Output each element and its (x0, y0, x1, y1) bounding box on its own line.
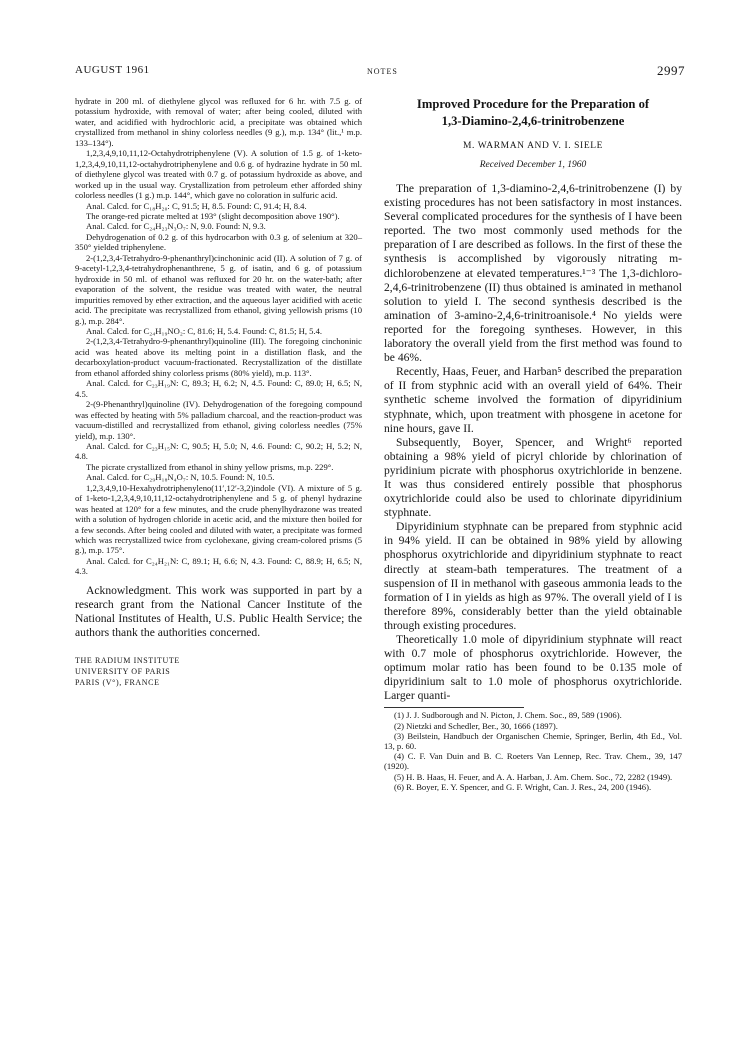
received-date: Received December 1, 1960 (479, 160, 587, 170)
continued-paragraph: hydrate in 200 ml. of diethylene glycol was refluxed for 6 hr. with 7.5 g. of potassium hydroxide, with removal of water; after being cooled, diluted with water, and acidified with hydrochloric acid, a precipitate was obtained which crystallized from methanol in shiny colorless needles (9 g.), m.p. 134° (lit.,¹ m.p. 133–134°). (75, 96, 362, 148)
running-header-section: NOTES (367, 67, 398, 76)
body-paragraph: Recently, Haas, Feuer, and Harban⁵ described the preparation of II from styphnic acid with an overall yield of 64%. Their synthetic scheme involved the formation of dipyridinium styphnate, which, upon treatment with phosgene in acetone for nine hours, gave II. (384, 365, 682, 435)
institution-line: THE RADIUM INSTITUTE (75, 655, 180, 665)
page-number: 2997 (657, 63, 685, 78)
institution-block (75, 655, 362, 688)
references-divider (384, 707, 524, 708)
article-title-line-1: Improved Procedure for the Preparation of (416, 97, 650, 111)
left-column (75, 96, 362, 688)
compound-iii-procedure: 2-(1,2,3,4-Tetrahydro-9-phenanthryl)quinoline (III). The foregoing cinchoninic acid was heated above its melting point in a distillation flask, and the decarboxylation-product vacuum-fractionated. Recrystallization of the distillate from ethanol afforded shiny colorless prisms (80% yield), m.p. 113°. (75, 336, 362, 378)
institution-line: PARIS (V°), FRANCE (75, 677, 160, 687)
reference-item: (5) H. B. Haas, H. Feuer, and A. A. Harban, J. Am. Chem. Soc., 72, 2282 (1949). (394, 771, 673, 782)
body-paragraph: Theoretically 1.0 mole of dipyridinium styphnate will react with 0.7 mole of phosphorus oxytrichloride. However, the optimum molar ratio has been found to be 0.135 mole of dipyridinium salt to 1.0 mole of phosphorus oxytrichloride. Larger quanti- (384, 633, 682, 703)
article-title-line-2: 1,3-Diamino-2,4,6-trinitrobenzene (441, 114, 625, 128)
reference-item: (3) Beilstein, Handbuch der Organischen Chemie, Springer, Berlin, 4th Ed., Vol. 13, p. 60. (384, 730, 682, 752)
reference-item: (2) Nietzki and Schedler, Ber., 30, 1666 (1897). (394, 720, 558, 731)
institution-line: UNIVERSITY OF PARIS (75, 666, 171, 676)
compound-vi-procedure: 1,2,3,4,9,10-Hexahydrotriphenyleno(11′,12′-3,2)indole (VI). A mixture of 5 g. of 1-keto-1,2,3,4,9,10,11,12-octahydrotriphenylene and 5 g. of phenyl hydrazine was heated at 120° for a few minutes, and the crude phenylhydrazone was treated with a solution of hydrogen chloride in acetic acid, and the mixture then boiled for a few seconds. After being cooled and diluted with water, a precipitate was formed which was recrystallized twice from cyclohexane, giving cream-colored prisms (5 g.), m.p. 175°. (75, 482, 362, 556)
compound-ii-procedure: 2-(1,2,3,4-Tetrahydro-9-phenanthryl)cinchoninic acid (II). A solution of 7 g. of 9-acetyl-1,2,3,4-tetrahydrophenanthrene, 5 g. of isatin, and 6 g. of potassium hydroxide in 50 ml. of ethanol was refluxed for 20 hr. on the water-bath; after evaporation of the solvent, the residue was treated with water, the neutral impurities removed by ether extraction, and the aqueous layer acidified with acetic acid. The precipitate was recrystallized from ethanol, giving yellowish prisms (10 g.), m.p. 284°. (75, 252, 362, 326)
reference-item: (4) C. F. Van Duin and B. C. Roeters Van Lennep, Rec. Trav. Chem., 39, 147 (1920). (384, 751, 682, 772)
analysis-iv: Anal. Calcd. for C₂₃H₁₅N: C, 90.5; H, 5.0; N, 4.6. Found: C, 90.2; H, 5.2; N, 4.8. (75, 440, 362, 462)
right-column (384, 96, 682, 792)
body-paragraph: Subsequently, Boyer, Spencer, and Wright⁶ reported obtaining a 98% yield of picryl chloride by chlorination of pyridinium picrate with phosphorus oxytrichloride in benzene. It was thus considered entirely possible that phosphorus oxytrichloride could also be used to chlorinate dipyridinium styphnate. (384, 435, 682, 520)
reference-item: (1) J. J. Sudborough and N. Picton, J. Chem. Soc., 89, 589 (1906). (394, 710, 622, 721)
analysis-vi: Anal. Calcd. for C₂₄H₂₁N: C, 89.1; H, 6.6; N, 4.3. Found: C, 88.9; H, 6.5; N, 4.3. (75, 555, 362, 577)
analysis-picrate-v: Anal. Calcd. for C₂₄H₂₃N₃O₇: N, 9.0. Found: N, 9.3. (86, 221, 266, 232)
references-list (384, 710, 682, 792)
body-paragraph: The preparation of 1,3-diamino-2,4,6-trinitrobenzene (I) by existing procedures has not been satisfactory in most instances. Several complicated procedures for the synthesis of I have been reported. The two most commonly used methods for the preparation of I are described as follows. In the first of these the synthesis is accomplished by vigorously nitrating m-dichlorobenzene at elevated temperatures.¹⁻³ The 1,3-dichloro-2,4,6-trinitrobenzene (II) thus obtained is aminated in methanol solution to yield I. The second synthesis described is the amination of 3-amino-2,4,6-trinitroanisole.⁴ No yields were reported for the foregoing syntheses. However, in this laboratory the overall yield from the first method was found to be 46%. (384, 182, 682, 365)
analysis-ii: Anal. Calcd. for C₂₄H₁₉NO₂: C, 81.6; H, 5.4. Found: C, 81.5; H, 5.4. (86, 325, 323, 336)
reference-item: (6) R. Boyer, E. Y. Spencer, and G. F. Wright, Can. J. Res., 24, 200 (1946). (394, 781, 652, 792)
acknowledgment: Acknowledgment. This work was supported in part by a research grant from the National Cancer Institute of the National Institutes of Health, U.S. Public Health Service; the authors thank the authorities concerned. (75, 583, 362, 640)
picrate-v: The orange-red picrate melted at 193° (slight decomposition above 190°). (86, 210, 340, 221)
article-body (384, 182, 682, 703)
compound-iv-procedure: 2-(9-Phenanthryl)quinoline (IV). Dehydrogenation of the foregoing compound was effected by heating with 5% palladium charcoal, and the reaction-product was vacuum-distilled and recrystallized from ethanol, giving colorless needles (75% yield), m.p. 130°. (75, 399, 362, 441)
article-title (384, 96, 682, 130)
body-paragraph: Dipyridinium styphnate can be prepared from styphnic acid in 94% yield. II can be obtained in 98% yield by allowing phosphorus oxytrichloride and dipyridinium styphnate to react directly at steam-bath temperatures. The treatment of a suspension of II in methanol with gaseous ammonia leads to the formation of I in yields as high as 97%. The overall yield of I is therefore 89%, considerably better than the yield obtainable through existing procedures. (384, 520, 682, 632)
analysis-picrate-iv: Anal. Calcd. for C₂₉H₁₈N₄O₇: N, 10.5. Found: N, 10.5. (86, 472, 275, 483)
picrate-iv: The picrate crystallized from ethanol in shiny yellow prisms, m.p. 229°. (86, 461, 334, 472)
article-authors: M. WARMAN AND V. I. SIELE (462, 141, 604, 151)
analysis-iii: Anal. Calcd. for C₂₃H₁₉N: C, 89.3; H, 6.2; N, 4.5. Found: C, 89.0; H, 6.5; N, 4.5. (75, 378, 362, 399)
dehydrogenation-v: Dehydrogenation of 0.2 g. of this hydrocarbon with 0.3 g. of selenium at 320–350° yielded triphenylene. (75, 231, 362, 253)
analysis-v: Anal. Calcd. for C₁₈H₂₀: C, 91.5; H, 8.5. Found: C, 91.4; H, 8.4. (86, 200, 307, 211)
running-header-date: AUGUST 1961 (75, 64, 150, 76)
compound-v-procedure: 1,2,3,4,9,10,11,12-Octahydrotriphenylene (V). A solution of 1.5 g. of 1-keto-1,2,3,4,9,10,11,12-octahydrotriphenylene and 0.6 g. of hydrazine hydrate in 50 ml. of diethylene glycol was treated with 0.7 g. of potassium hydroxide as above, and worked up in the usual way. Crystallization from petroleum ether afforded shiny colorless needles (1 g.) m.p. 144°, which gave no coloration in sulfuric acid. (75, 148, 362, 201)
